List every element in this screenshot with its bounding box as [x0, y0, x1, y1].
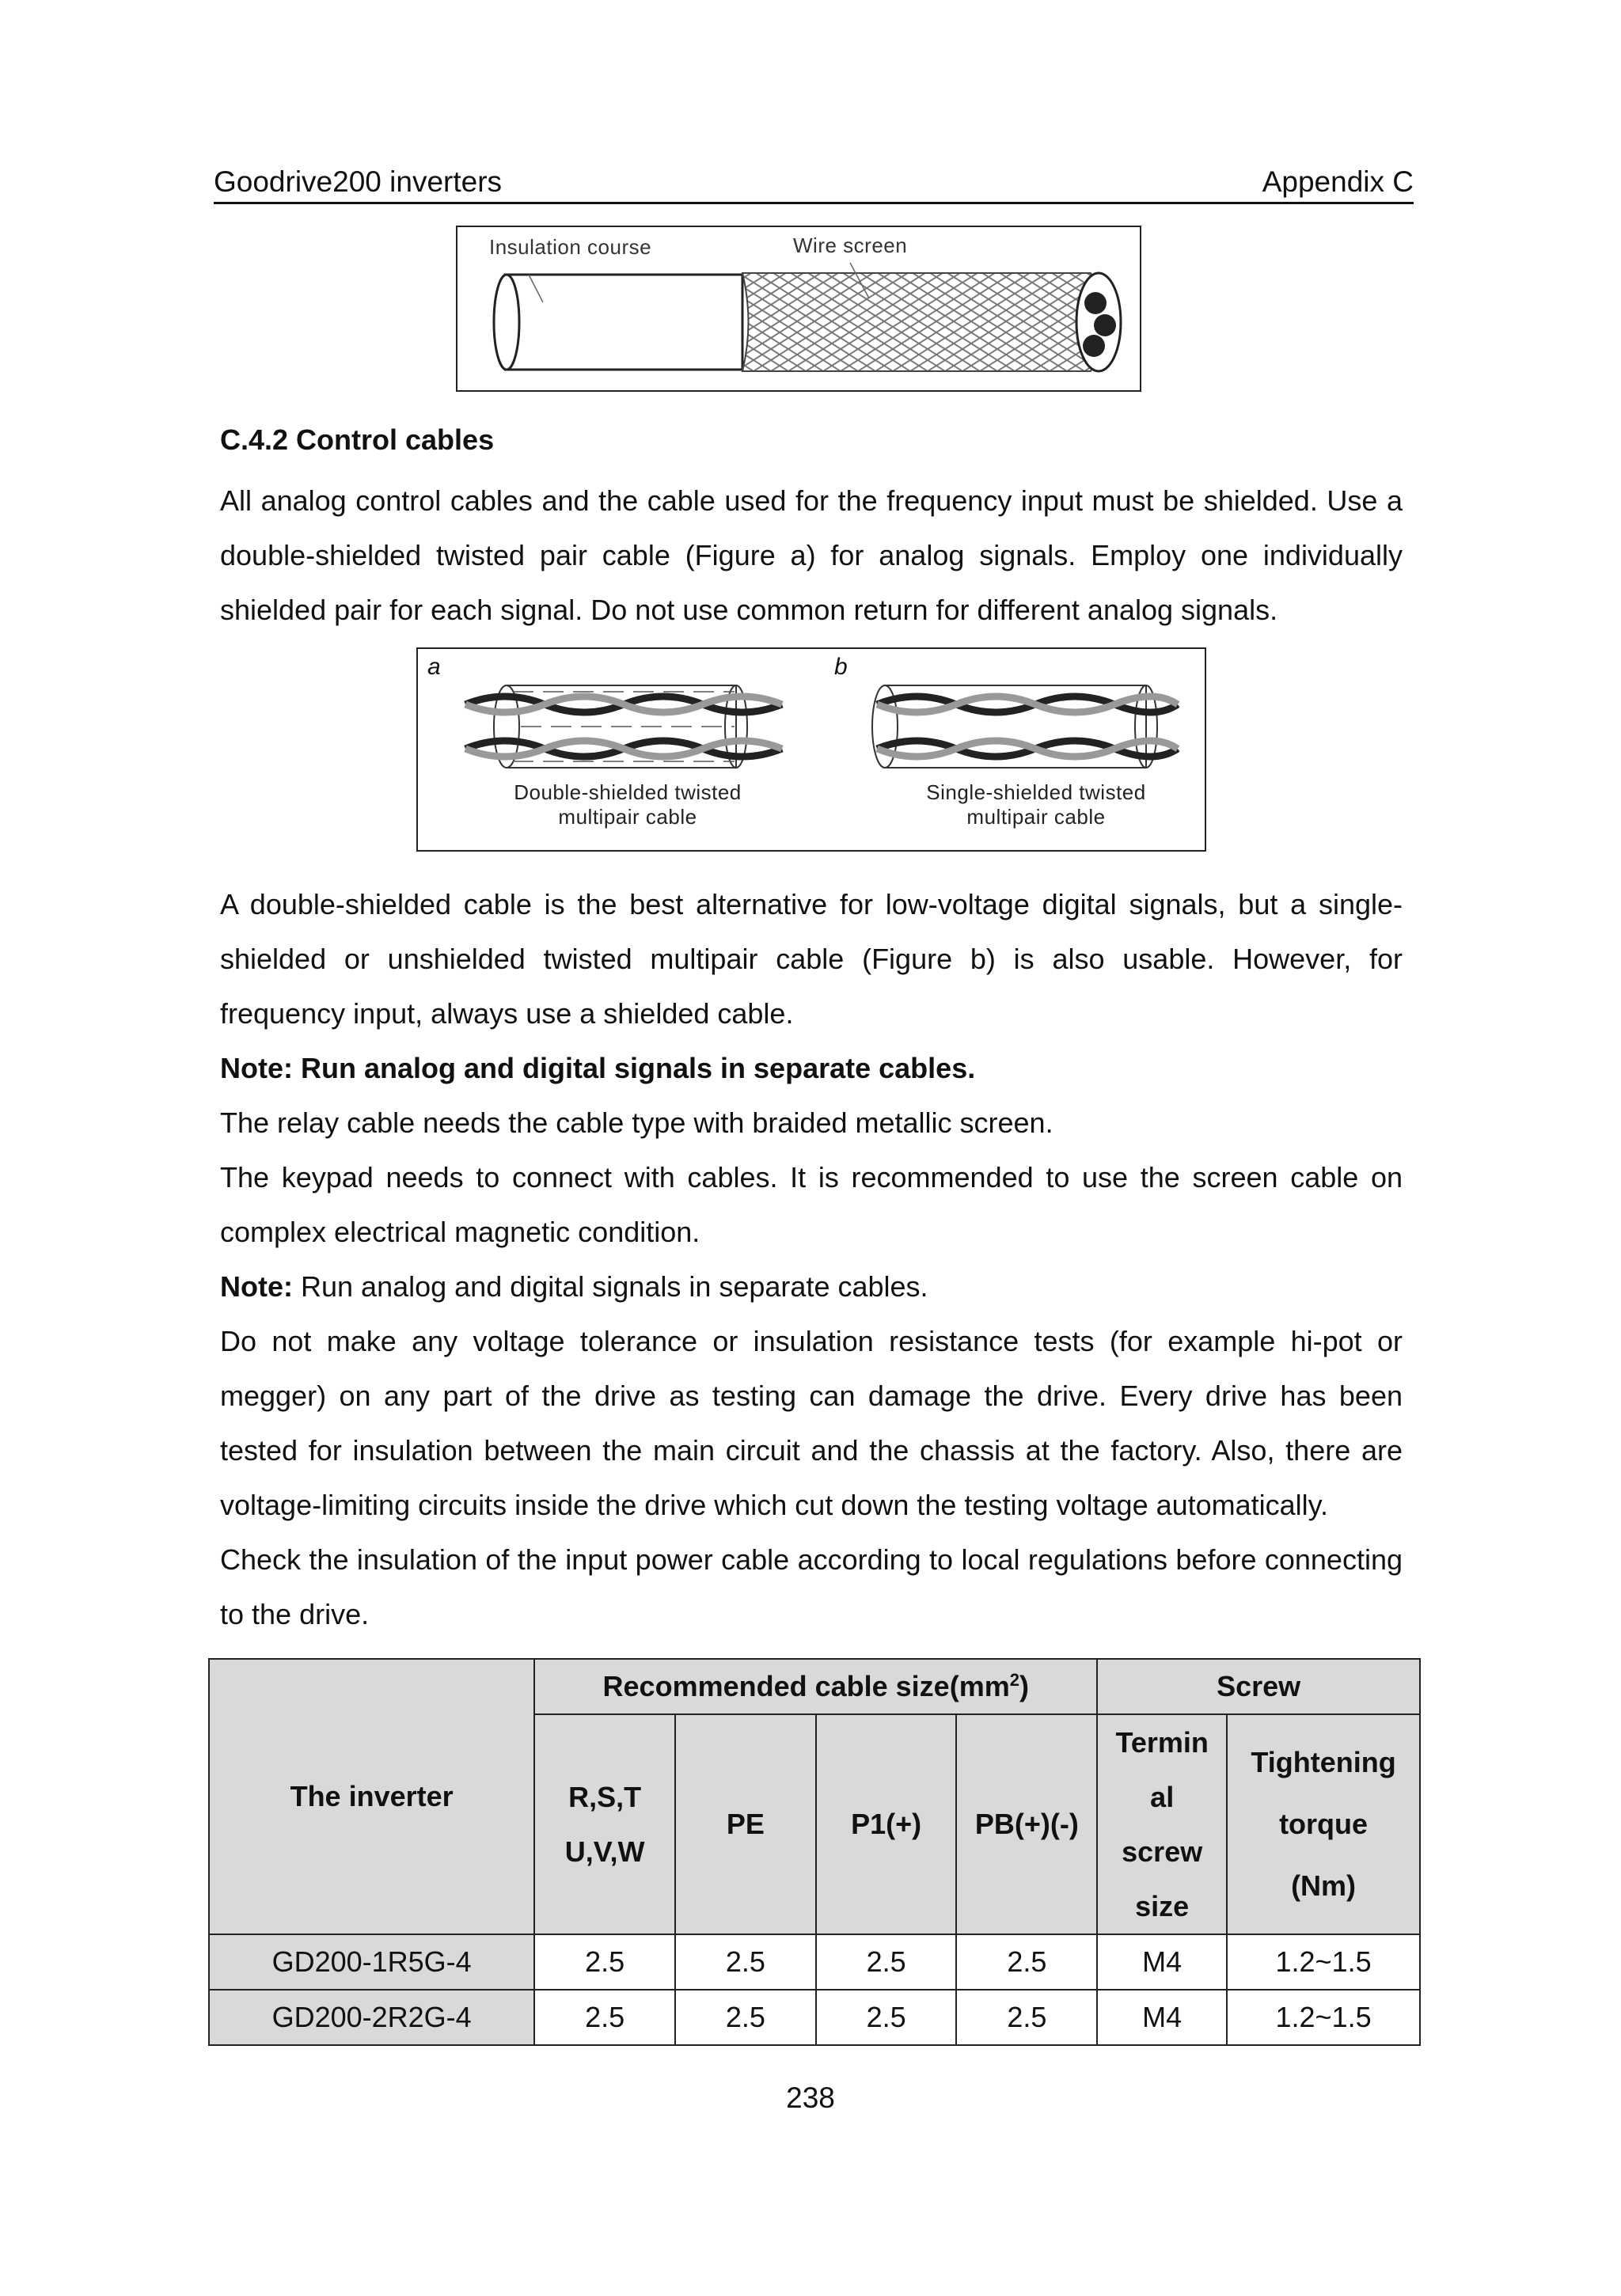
- cell-screw: M4: [1097, 1934, 1227, 1990]
- table-header-row-1: [209, 1659, 1420, 1714]
- cell-torque: 1.2~1.5: [1227, 1934, 1420, 1990]
- note-label: Note:: [220, 1270, 293, 1303]
- cell-p1: 2.5: [816, 1934, 957, 1990]
- paragraph-relay-cable: The relay cable needs the cable type with braided metallic screen.: [220, 1106, 1053, 1139]
- caption-b-line2: multipair cable: [966, 805, 1106, 829]
- header-inverter: The inverter: [209, 1659, 534, 1934]
- header-terminal-l1: Termin: [1115, 1726, 1209, 1759]
- insulation-course-label: Insulation course: [489, 235, 652, 259]
- cell-p1: 2.5: [816, 1990, 957, 2045]
- table-row: [209, 1990, 1420, 2045]
- wire-screen-label: Wire screen: [793, 233, 908, 257]
- cell-rst: 2.5: [534, 1934, 675, 1990]
- caption-double-shielded: [465, 780, 790, 829]
- header-rst: R,S,T: [568, 1781, 642, 1813]
- cell-pb: 2.5: [956, 1934, 1097, 1990]
- paragraph-testing: Do not make any voltage tolerance or insulation resistance tests (for example hi-pot or megger) on any part of the drive as testing can damage the drive. Every drive has been tested for insulation between the main circuit and the chassis at the factory. Also, there are voltage-limiting circuits inside the drive which cut down the testing voltage automatically.: [220, 1325, 1403, 1521]
- caption-single-shielded: [874, 780, 1198, 829]
- caption-a-line1: Double-shielded twisted: [514, 780, 742, 804]
- header-torque-l1: Tightening: [1251, 1746, 1396, 1778]
- header-uvw: U,V,W: [564, 1835, 645, 1868]
- header-pe: PE: [675, 1714, 816, 1934]
- section-title: C.4.2 Control cables: [220, 423, 495, 456]
- header-title: Goodrive200 inverters: [214, 165, 503, 198]
- figure-letter-b: b: [834, 654, 848, 680]
- header-torque-l3: (Nm): [1291, 1869, 1357, 1902]
- paragraph-keypad: The keypad needs to connect with cables. It is recommended to use the screen cable on complex electrical magnetic condition.: [220, 1161, 1403, 1248]
- cell-model: GD200-2R2G-4: [209, 1990, 534, 2045]
- header-section: Appendix C: [1262, 165, 1414, 198]
- cell-torque: 1.2~1.5: [1227, 1990, 1420, 2045]
- header-terminal-l3: screw: [1122, 1835, 1203, 1868]
- header-torque-l2: torque: [1279, 1808, 1369, 1840]
- cell-pe: 2.5: [675, 1934, 816, 1990]
- note-separate-cables: Note: Run analog and digital signals in separate cables.: [220, 1052, 976, 1084]
- paragraph-insulation-check: Check the insulation of the input power cable according to local regulations before connecting to the drive.: [220, 1543, 1403, 1630]
- header-rst-uvw: [534, 1714, 675, 1934]
- cell-pb: 2.5: [956, 1990, 1097, 2045]
- page-header: [214, 158, 1414, 204]
- header-terminal-screw-size: [1097, 1714, 1227, 1934]
- twisted-pair-figure: [416, 647, 1206, 852]
- header-tightening-torque: [1227, 1714, 1420, 1934]
- paragraph-double-shielded: A double-shielded cable is the best alternative for low-voltage digital signals, but a single-shielded or unshielded twisted multipair cable (Figure b) is also usable. However, for frequency input, always use a shielded cable.: [220, 888, 1403, 1030]
- cell-model: GD200-1R5G-4: [209, 1934, 534, 1990]
- cell-pe: 2.5: [675, 1990, 816, 2045]
- page-number: 238: [786, 2082, 835, 2114]
- header-pb: PB(+)(-): [956, 1714, 1097, 1934]
- table-row: [209, 1934, 1420, 1990]
- header-p1: P1(+): [816, 1714, 957, 1934]
- cell-screw: M4: [1097, 1990, 1227, 2045]
- header-terminal-l4: size: [1135, 1890, 1190, 1922]
- paragraph-shielding: All analog control cables and the cable used for the frequency input must be shielded. Use a double-shielded twisted pair cable (Figure a) for analog signals. Employ one individually shielded pair for each signal. Do not use common return for different analog signals.: [220, 484, 1403, 626]
- header-cable-end: ): [1019, 1670, 1029, 1702]
- shielded-cable-figure: [456, 226, 1141, 392]
- header-cable-sup: 2: [1009, 1670, 1019, 1690]
- cable-size-table: [208, 1658, 1421, 2046]
- header-terminal-l2: al: [1150, 1781, 1175, 1813]
- header-screw: Screw: [1097, 1659, 1420, 1714]
- caption-b-line1: Single-shielded twisted: [926, 780, 1146, 804]
- header-cable-text: Recommended cable size(mm: [602, 1670, 1010, 1702]
- cell-rst: 2.5: [534, 1990, 675, 2045]
- note-text: Run analog and digital signals in separate cables.: [293, 1270, 928, 1303]
- header-recommended-cable-size: [534, 1659, 1097, 1714]
- figure-letter-a: a: [427, 654, 441, 680]
- note-separate-cables-2: [220, 1259, 1403, 1314]
- caption-a-line2: multipair cable: [558, 805, 697, 829]
